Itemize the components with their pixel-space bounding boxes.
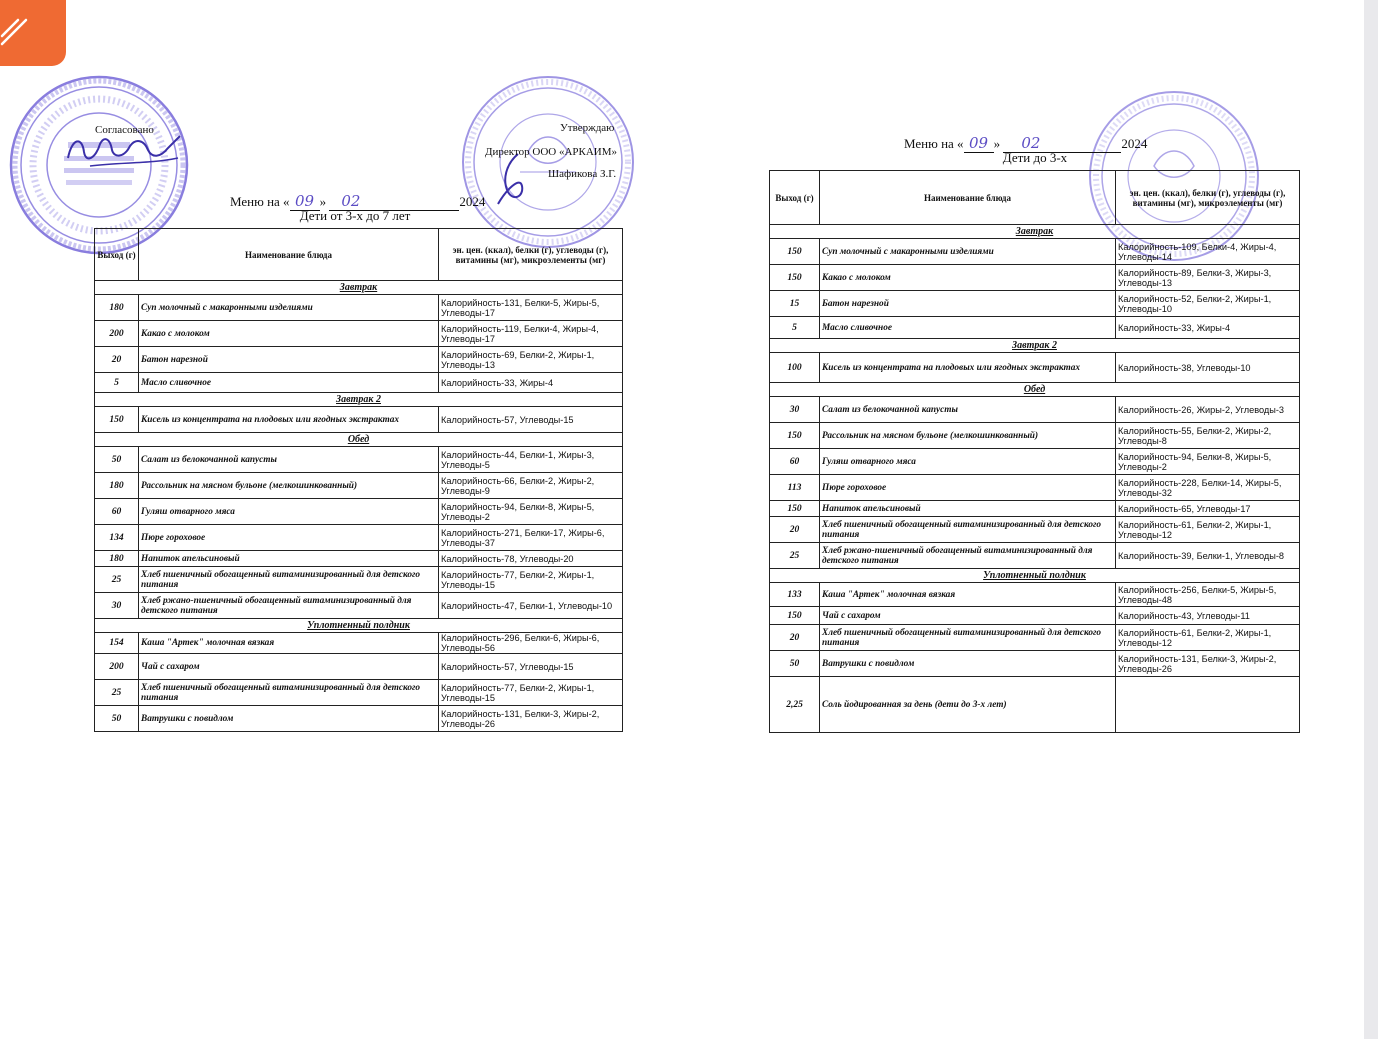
output-cell: 50 — [770, 651, 820, 677]
table-row — [95, 525, 623, 551]
section-row — [770, 225, 1300, 239]
table-row — [770, 517, 1300, 543]
output-cell: 154 — [95, 633, 139, 654]
subtitle-right: Дети до 3-х — [1002, 150, 1068, 165]
nutrition-cell: Калорийность-33, Жиры-4 — [439, 373, 623, 393]
dish-cell: Гуляш отварного мяса — [820, 449, 1116, 475]
table-row — [95, 407, 623, 433]
table-row — [95, 347, 623, 373]
output-cell: 15 — [770, 291, 820, 317]
table-row — [770, 651, 1300, 677]
nutrition-cell: Калорийность-33, Жиры-4 — [1116, 317, 1300, 339]
dish-cell: Пюре гороховое — [139, 525, 439, 551]
dish-cell: Хлеб ржано-пшеничный обогащенный витаминизированный для детского питания — [139, 593, 439, 619]
dish-cell: Напиток апельсиновый — [820, 501, 1116, 517]
header-output: Выход (г) — [95, 229, 139, 281]
director-label: Директор ООО «АРКАИМ» — [485, 146, 618, 158]
dish-cell: Рассольник на мясном бульоне (мелкошинкованный) — [820, 423, 1116, 449]
dish-cell: Рассольник на мясном бульоне (мелкошинкованный) — [139, 473, 439, 499]
table-row — [770, 625, 1300, 651]
dish-cell: Хлеб пшеничный обогащенный витаминизированный для детского питания — [820, 625, 1116, 651]
table-row — [95, 373, 623, 393]
nutrition-cell: Калорийность-271, Белки-17, Жиры-6, Углеводы-37 — [439, 525, 623, 551]
section-title: Уплотненный полдник — [95, 619, 623, 633]
director-name: Шафикова З.Г. — [548, 168, 617, 180]
section-title: Завтрак 2 — [770, 339, 1300, 353]
handwritten-day: 09 — [290, 192, 320, 211]
menu-mid: » — [993, 136, 1004, 151]
nutrition-cell: Калорийность-256, Белки-5, Жиры-5, Углеводы-48 — [1116, 583, 1300, 607]
output-cell: 20 — [95, 347, 139, 373]
table-row — [770, 501, 1300, 517]
dish-cell: Масло сливочное — [139, 373, 439, 393]
table-row — [770, 397, 1300, 423]
dish-cell: Салат из белокочанной капусты — [820, 397, 1116, 423]
nutrition-cell: Калорийность-55, Белки-2, Жиры-2, Углеводы-8 — [1116, 423, 1300, 449]
table-row — [770, 583, 1300, 607]
output-cell: 30 — [95, 593, 139, 619]
menu-table-right — [769, 170, 1300, 733]
dish-cell: Каша "Артек" молочная вязкая — [139, 633, 439, 654]
header-nutrition: эн. цен. (ккал), белки (г), углеводы (г), витамины (мг), микроэлементы (мг) — [1116, 171, 1300, 225]
nutrition-cell: Калорийность-66, Белки-2, Жиры-2, Углеводы-9 — [439, 473, 623, 499]
table-row — [770, 677, 1300, 733]
nutrition-cell: Калорийность-89, Белки-3, Жиры-3, Углеводы-13 — [1116, 265, 1300, 291]
nutrition-cell: Калорийность-52, Белки-2, Жиры-1, Углеводы-10 — [1116, 291, 1300, 317]
menu-table-left — [94, 228, 623, 732]
output-cell: 50 — [95, 706, 139, 732]
table-row — [770, 265, 1300, 291]
nutrition-cell: Калорийность-65, Углеводы-17 — [1116, 501, 1300, 517]
table-row — [95, 593, 623, 619]
dish-cell: Суп молочный с макаронными изделиями — [139, 295, 439, 321]
dish-cell: Чай с сахаром — [139, 654, 439, 680]
dish-cell: Хлеб ржано-пшеничный обогащенный витаминизированный для детского питания — [820, 543, 1116, 569]
header-nutrition: эн. цен. (ккал), белки (г), углеводы (г), витамины (мг), микроэлементы (мг) — [439, 229, 623, 281]
header-dish: Наименование блюда — [820, 171, 1116, 225]
nutrition-cell: Калорийность-228, Белки-14, Жиры-5, Углеводы-32 — [1116, 475, 1300, 501]
nutrition-cell: Калорийность-109, Белки-4, Жиры-4, Углеводы-14 — [1116, 239, 1300, 265]
output-cell: 5 — [95, 373, 139, 393]
section-row — [95, 393, 623, 407]
nutrition-cell: Калорийность-26, Жиры-2, Углеводы-3 — [1116, 397, 1300, 423]
nutrition-cell: Калорийность-44, Белки-1, Жиры-3, Углеводы-5 — [439, 447, 623, 473]
nutrition-cell: Калорийность-296, Белки-6, Жиры-6, Углеводы-56 — [439, 633, 623, 654]
dish-cell: Батон нарезной — [820, 291, 1116, 317]
table-row — [95, 473, 623, 499]
section-title: Обед — [95, 433, 623, 447]
agreed-label: Согласовано — [95, 124, 154, 136]
output-cell: 20 — [770, 625, 820, 651]
output-cell: 2,25 — [770, 677, 820, 733]
handwritten-month: 02 — [1003, 134, 1121, 153]
table-row — [770, 291, 1300, 317]
approve-label: Утверждаю — [560, 122, 615, 134]
table-body-left — [95, 281, 623, 732]
table-body-right — [770, 225, 1300, 733]
dish-cell: Салат из белокочанной капусты — [139, 447, 439, 473]
table-row — [770, 239, 1300, 265]
section-row — [95, 281, 623, 295]
nutrition-cell: Калорийность-61, Белки-2, Жиры-1, Углеводы-12 — [1116, 517, 1300, 543]
nutrition-cell: Калорийность-77, Белки-2, Жиры-1, Углеводы-15 — [439, 567, 623, 593]
nutrition-cell: Калорийность-38, Углеводы-10 — [1116, 353, 1300, 383]
output-cell: 150 — [770, 501, 820, 517]
nutrition-cell: Калорийность-47, Белки-1, Углеводы-10 — [439, 593, 623, 619]
nutrition-cell: Калорийность-39, Белки-1, Углеводы-8 — [1116, 543, 1300, 569]
dish-cell: Какао с молоком — [820, 265, 1116, 291]
section-row — [770, 569, 1300, 583]
table-row — [95, 680, 623, 706]
section-title: Завтрак — [770, 225, 1300, 239]
table-row — [95, 654, 623, 680]
output-cell: 134 — [95, 525, 139, 551]
nutrition-cell: Калорийность-131, Белки-3, Жиры-2, Углеводы-26 — [439, 706, 623, 732]
nutrition-cell: Калорийность-94, Белки-8, Жиры-5, Углеводы-2 — [1116, 449, 1300, 475]
output-cell: 150 — [770, 423, 820, 449]
output-cell: 180 — [95, 473, 139, 499]
nutrition-cell — [1116, 677, 1300, 733]
table-row — [770, 449, 1300, 475]
dish-cell: Чай с сахаром — [820, 607, 1116, 625]
dish-cell: Каша "Артек" молочная вязкая — [820, 583, 1116, 607]
dish-cell: Кисель из концентрата на плодовых или ягодных экстрактах — [139, 407, 439, 433]
table-row — [95, 567, 623, 593]
table-row — [770, 475, 1300, 501]
dish-cell: Какао с молоком — [139, 321, 439, 347]
dish-cell: Гуляш отварного мяса — [139, 499, 439, 525]
section-row — [95, 619, 623, 633]
output-cell: 133 — [770, 583, 820, 607]
nutrition-cell: Калорийность-69, Белки-2, Жиры-1, Углеводы-13 — [439, 347, 623, 373]
nutrition-cell: Калорийность-94, Белки-8, Жиры-5, Углеводы-2 — [439, 499, 623, 525]
nutrition-cell: Калорийность-43, Углеводы-11 — [1116, 607, 1300, 625]
nutrition-cell: Калорийность-57, Углеводы-15 — [439, 654, 623, 680]
output-cell: 25 — [95, 680, 139, 706]
section-row — [770, 339, 1300, 353]
dish-cell: Батон нарезной — [139, 347, 439, 373]
nutrition-cell: Калорийность-57, Углеводы-15 — [439, 407, 623, 433]
table-row — [770, 423, 1300, 449]
round-seal-arkaim-left — [458, 72, 638, 252]
output-cell: 20 — [770, 517, 820, 543]
nutrition-cell: Калорийность-131, Белки-3, Жиры-2, Углеводы-26 — [1116, 651, 1300, 677]
table-row — [95, 706, 623, 732]
output-cell: 5 — [770, 317, 820, 339]
output-cell: 180 — [95, 551, 139, 567]
dish-cell: Ватрушки с повидлом — [820, 651, 1116, 677]
table-row — [95, 447, 623, 473]
header-output: Выход (г) — [770, 171, 820, 225]
table-row — [770, 607, 1300, 625]
dish-cell: Суп молочный с макаронными изделиями — [820, 239, 1116, 265]
output-cell: 150 — [770, 607, 820, 625]
nutrition-cell: Калорийность-131, Белки-5, Жиры-5, Углеводы-17 — [439, 295, 623, 321]
output-cell: 60 — [770, 449, 820, 475]
dish-cell: Кисель из концентрата на плодовых или ягодных экстрактах — [820, 353, 1116, 383]
menu-year: 2024 — [1121, 136, 1148, 151]
nutrition-cell: Калорийность-78, Углеводы-20 — [439, 551, 623, 567]
table-row — [770, 317, 1300, 339]
handwritten-month: 02 — [329, 192, 459, 211]
subtitle-left: Дети от 3-х до 7 лет — [299, 208, 411, 223]
output-cell: 30 — [770, 397, 820, 423]
header-dish: Наименование блюда — [139, 229, 439, 281]
dish-cell: Соль йодированная за день (дети до 3-х лет) — [820, 677, 1116, 733]
output-cell: 25 — [95, 567, 139, 593]
section-row — [770, 383, 1300, 397]
output-cell: 200 — [95, 654, 139, 680]
output-cell: 100 — [770, 353, 820, 383]
table-row — [770, 353, 1300, 383]
section-row — [95, 433, 623, 447]
table-row — [95, 499, 623, 525]
handwritten-day: 09 — [964, 134, 994, 153]
signature-director — [488, 150, 538, 210]
orange-corner-tab[interactable] — [0, 0, 66, 66]
nutrition-cell: Калорийность-77, Белки-2, Жиры-1, Углеводы-15 — [439, 680, 623, 706]
table-row — [770, 543, 1300, 569]
menu-year: 2024 — [459, 194, 486, 209]
output-cell: 150 — [770, 265, 820, 291]
output-cell: 113 — [770, 475, 820, 501]
table-row — [95, 321, 623, 347]
dish-cell: Масло сливочное — [820, 317, 1116, 339]
dish-cell: Хлеб пшеничный обогащенный витаминизированный для детского питания — [139, 680, 439, 706]
dish-cell: Пюре гороховое — [820, 475, 1116, 501]
output-cell: 200 — [95, 321, 139, 347]
menu-prefix: Меню на « — [230, 194, 290, 209]
output-cell: 50 — [95, 447, 139, 473]
output-cell: 150 — [770, 239, 820, 265]
menu-prefix: Меню на « — [904, 136, 964, 151]
section-title: Завтрак — [95, 281, 623, 295]
dish-cell: Хлеб пшеничный обогащенный витаминизированный для детского питания — [139, 567, 439, 593]
output-cell: 150 — [95, 407, 139, 433]
nutrition-cell: Калорийность-61, Белки-2, Жиры-1, Углеводы-12 — [1116, 625, 1300, 651]
dish-cell: Напиток апельсиновый — [139, 551, 439, 567]
pen-stroke-icon — [0, 14, 40, 48]
output-cell: 25 — [770, 543, 820, 569]
viewer-scroll-edge[interactable] — [1364, 0, 1378, 1039]
table-row — [95, 633, 623, 654]
table-row — [95, 295, 623, 321]
section-title: Обед — [770, 383, 1300, 397]
dish-cell: Хлеб пшеничный обогащенный витаминизированный для детского питания — [820, 517, 1116, 543]
nutrition-cell: Калорийность-119, Белки-4, Жиры-4, Углеводы-17 — [439, 321, 623, 347]
section-title: Уплотненный полдник — [770, 569, 1300, 583]
menu-mid: » — [319, 194, 330, 209]
output-cell: 180 — [95, 295, 139, 321]
dish-cell: Ватрушки с повидлом — [139, 706, 439, 732]
table-row — [95, 551, 623, 567]
output-cell: 60 — [95, 499, 139, 525]
section-title: Завтрак 2 — [95, 393, 623, 407]
